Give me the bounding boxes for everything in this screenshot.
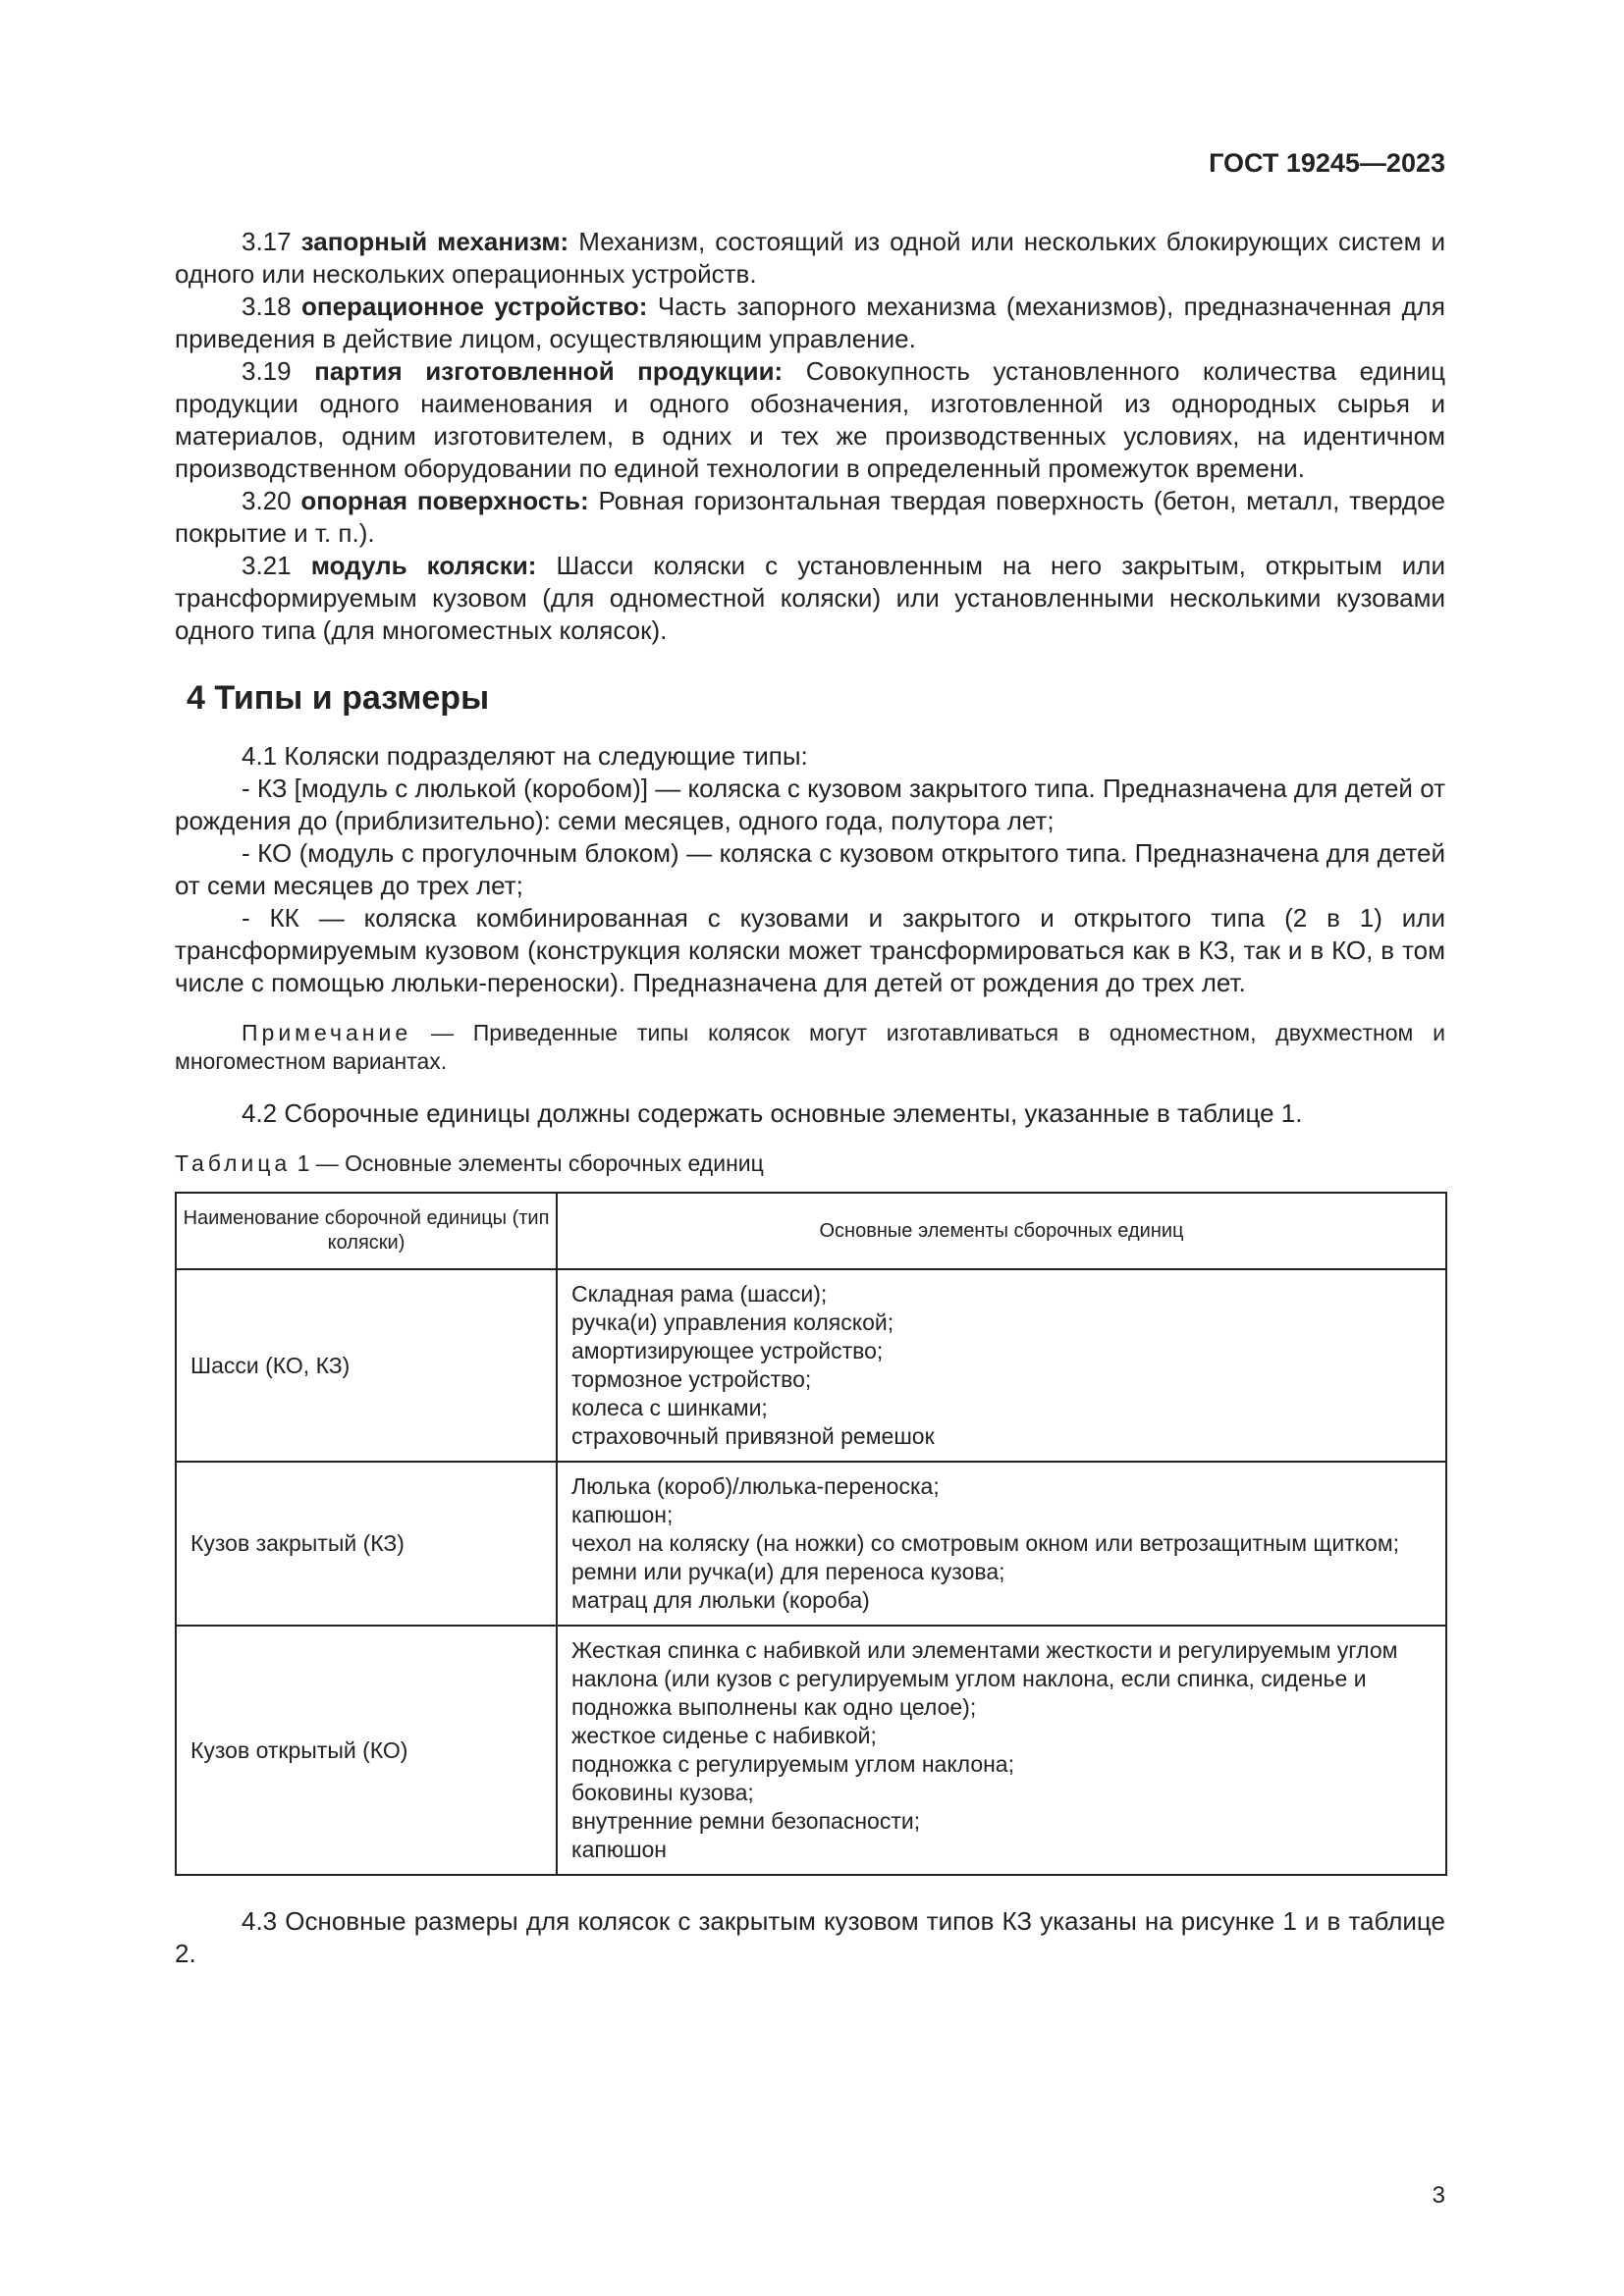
element-item: боковины кузова; (571, 1780, 754, 1805)
table-header-row (176, 1193, 1446, 1269)
element-item: Жесткая спинка с набивкой или элементами жесткости и регулируемым углом наклона (или кузов с регулируемым углом наклона, если спинка, сиденье и подножка выполнены как одно целое); (571, 1637, 1398, 1720)
table-header-cell: Основные элементы сборочных единиц (557, 1193, 1446, 1269)
term-number: 3.17 (242, 227, 292, 256)
section-heading: 4 Типы и размеры (187, 679, 490, 717)
element-item: страховочный привязной ремешок (571, 1423, 935, 1449)
table-cell-elements (557, 1269, 1446, 1462)
table-cell-unit-name: Шасси (КО, КЗ) (176, 1269, 557, 1462)
element-item: внутренние ремни безопасности; (571, 1808, 921, 1834)
term-definition: Шасси коляски с установленным на него закрытым, открытым или трансформируемым кузовом (для одноместной коляски) или установленными несколькими кузовами одного типа (для многоместных колясок). (175, 551, 1445, 645)
paragraph-4-2: 4.2 Сборочные единицы должны содержать основные элементы, указанные в таблице 1. (242, 1098, 1303, 1128)
term-definition: Часть запорного механизма (механизмов), предназначенная для приведения в действие лицом, осуществляющим управление. (175, 292, 1445, 353)
type-kk: - КК — коляска комбинированная с кузовами и закрытого и открытого типа (2 в 1) или трансформируемым кузовом (конструкция коляски может трансформироваться как в КЗ, так и в КО, в том числе с помощью люльки-переноски). Предназначена для детей от рождения до трех лет. (175, 903, 1445, 997)
term-definition: Совокупность установленного количества единиц продукции одного наименования и одного обозначения, изготовленной из однородных сырья и материалов, одним изготовителем, в одних и тех же производственных условиях, на идентичном производственном оборудовании по единой технологии в определенный промежуток времени. (175, 356, 1445, 483)
term-3-20 (175, 485, 1445, 550)
type-ko: - КО (модуль с прогулочным блоком) — коляска с кузовом открытого типа. Предназначена для детей от семи месяцев до трех лет; (175, 838, 1445, 900)
element-item: Складная рама (шасси); (571, 1281, 828, 1307)
term-title: опорная поверхность: (300, 486, 589, 515)
element-item: тормозное устройство; (571, 1366, 812, 1392)
term-title: запорный механизм: (300, 227, 569, 256)
term-definition: Механизм, состоящий из одной или нескольких блокирующих систем и одного или нескольких операционных устройств. (175, 227, 1446, 289)
table-row (176, 1462, 1446, 1626)
term-number: 3.20 (242, 486, 292, 515)
term-3-17 (175, 226, 1445, 291)
table-header-cell: Наименование сборочной единицы (тип коляски) (176, 1193, 557, 1269)
table-caption (175, 1149, 1445, 1178)
element-item: матрац для люльки (короба) (571, 1587, 870, 1613)
assembly-units-table (175, 1192, 1447, 1876)
document-code: ГОСТ 19245—2023 (1209, 148, 1445, 178)
term-number: 3.18 (242, 292, 292, 321)
term-3-19 (175, 355, 1445, 485)
element-item: Люлька (короб)/люлька-переноска; (571, 1473, 940, 1499)
element-item: капюшон (571, 1837, 668, 1862)
term-title: операционное устройство: (300, 292, 648, 321)
element-item: жесткое сиденье с набивкой; (571, 1723, 877, 1748)
type-kz: - КЗ [модуль с люлькой (коробом)] — коляска с кузовом закрытого типа. Предназначена для детей от рождения до (приблизительно): семи месяцев, одного года, полутора лет; (175, 774, 1445, 835)
table-cell-unit-name: Кузов закрытый (КЗ) (176, 1462, 557, 1626)
element-item: ручка(и) управления коляской; (571, 1309, 894, 1335)
paragraph-4-3: 4.3 Основные размеры для колясок с закрытым кузовом типов КЗ указаны на рисунке 1 и в таблице 2. (175, 1906, 1445, 1968)
element-item: колеса с шинками; (571, 1395, 768, 1420)
term-3-18 (175, 291, 1445, 355)
note-label: Примечание (242, 1020, 412, 1045)
term-number: 3.19 (242, 356, 292, 386)
term-title: модуль коляски: (310, 551, 537, 580)
table-caption-text: 1 — Основные элементы сборочных единиц (291, 1150, 764, 1176)
page-number: 3 (1432, 2182, 1445, 2209)
note-text: — Приведенные типы колясок могут изготавливаться в одноместном, двухместном и многоместном вариантах. (175, 1020, 1445, 1074)
table-row (176, 1269, 1446, 1462)
table-cell-unit-name: Кузов открытый (КО) (176, 1626, 557, 1875)
table-cell-elements (557, 1462, 1446, 1626)
paragraph-4-1: 4.1 Коляски подразделяют на следующие типы: (242, 741, 808, 771)
table-caption-label: Таблица (175, 1150, 292, 1176)
element-item: подножка с регулируемым углом наклона; (571, 1751, 1014, 1777)
element-item: амортизирующее устройство; (571, 1338, 884, 1363)
element-item: чехол на коляску (на ножки) со смотровым окном или ветрозащитным щитком; (571, 1530, 1400, 1556)
term-definition: Ровная горизонтальная твердая поверхность (бетон, металл, твердое покрытие и т. п.). (175, 486, 1445, 548)
term-3-21 (175, 550, 1445, 647)
table-cell-elements (557, 1626, 1446, 1875)
note (175, 1019, 1445, 1076)
term-number: 3.21 (242, 551, 292, 580)
element-item: ремни или ручка(и) для переноса кузова; (571, 1559, 1005, 1584)
term-title: партия изготовленной продукции: (314, 356, 784, 386)
element-item: капюшон; (571, 1502, 674, 1527)
table-row (176, 1626, 1446, 1875)
document-body (175, 226, 1445, 1970)
